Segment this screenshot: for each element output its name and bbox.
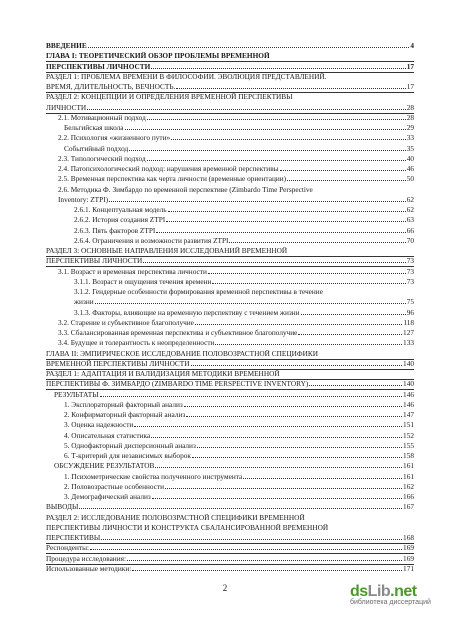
toc-entry-page: 147 [403, 410, 414, 419]
toc-leader-dots [215, 344, 402, 345]
toc-entry-title: Респонденты: [46, 544, 90, 553]
toc-entry-page: 158 [403, 451, 414, 460]
toc-entry[interactable] [46, 278, 414, 286]
toc-entry-page: 168 [403, 533, 414, 542]
toc-entry-page: 146 [403, 399, 414, 409]
toc-entry-page: 33 [406, 133, 414, 143]
toc-leader-dots [87, 109, 406, 110]
toc-entry-title: 2.3. Типологический подход [58, 154, 146, 163]
toc-entry[interactable] [46, 565, 414, 573]
toc-leader-dots [95, 303, 406, 304]
toc-entry-title: 3. Демографический анализ [64, 493, 151, 501]
toc-leader-dots [88, 47, 410, 48]
watermark-subtitle: библиотека диссертаций [350, 599, 431, 606]
toc-entry-title: 2. Конфирматорный факторный анализ [64, 411, 186, 419]
toc-leader-dots [186, 416, 402, 417]
toc-entry-title: 2.1. Мотивационный подход [58, 113, 146, 122]
toc-entry-title: 1. Эксплораторный факторный анализ [64, 400, 183, 409]
toc-entry-title: РАЗДЕЛ 3: ОСНОВНЫЕ НАПРАВЛЕНИЯ ИССЛЕДОВАНИЙ ВРЕМЕННОЙ [46, 247, 288, 255]
toc-leader-dots [132, 570, 402, 571]
toc-entry[interactable] [46, 73, 414, 81]
toc-leader-dots [229, 242, 405, 243]
toc-entry-title: ОБСУЖДЕНИЕ РЕЗУЛЬТАТОВ [54, 462, 155, 471]
toc-entry[interactable] [46, 165, 414, 173]
toc-entry[interactable] [46, 114, 414, 122]
toc-entry[interactable] [46, 555, 414, 563]
toc-leader-dots [151, 68, 405, 69]
toc-entry-page: 169 [403, 543, 414, 553]
toc-entry-page: 62 [406, 205, 414, 214]
toc-entry-title: 2.6.1. Концептуальная модель [74, 206, 167, 214]
toc-leader-dots [184, 406, 402, 407]
toc-entry-page: 62 [406, 194, 414, 204]
toc-entry[interactable] [46, 442, 414, 450]
toc-entry-title: Событийный подход [64, 144, 129, 153]
toc-entry-page: 73 [406, 276, 414, 286]
toc-entry-title: 2.2. Психология «жизненного пути» [58, 134, 171, 143]
toc-entry[interactable] [46, 493, 414, 501]
toc-leader-dots [109, 201, 406, 202]
toc-entry-page: 155 [403, 440, 414, 450]
toc-leader-dots [243, 478, 402, 479]
toc-entry-page: 118 [403, 317, 414, 327]
toc-entry-title: Inventory: ZTPI) [58, 195, 109, 204]
toc-entry[interactable] [46, 462, 414, 470]
toc-leader-dots [212, 283, 405, 284]
toc-entry-page: 140 [403, 379, 414, 389]
toc-entry[interactable] [46, 339, 414, 347]
toc-entry-title: 2.6.2. История создания ZTPI [74, 216, 166, 225]
toc-entry-title: ВРЕМЕННОЙ ПЕРСПЕКТИВЫ ЛИЧНОСТИ [46, 359, 190, 368]
toc-leader-dots [309, 385, 402, 386]
toc-entry[interactable] [46, 206, 414, 214]
toc-entry-title: ГЛАВА I: ТЕОРЕТИЧЕСКИЙ ОБЗОР ПРОБЛЕМЫ ВРЕМЕННОЙ [46, 52, 270, 61]
toc-entry[interactable] [46, 411, 414, 419]
toc-entry-page: 162 [403, 481, 414, 491]
toc-entry[interactable] [46, 319, 414, 327]
toc-leader-dots [280, 170, 406, 171]
toc-entry[interactable] [46, 534, 414, 542]
toc-entry[interactable] [46, 268, 414, 276]
toc-entry-title: ПЕРСПЕКТИВЫ Ф. ЗИМБАРДО (ZIMBARDO TIME PERSPECTIVE INVENTORY) [46, 380, 309, 389]
toc-entry[interactable] [46, 503, 414, 511]
toc-entry-page: 17 [406, 61, 414, 71]
toc-leader-dots [90, 549, 402, 550]
toc-entry[interactable] [46, 370, 414, 378]
toc-entry-page: 171 [403, 563, 414, 573]
toc-entry-title: 2. Половозрастные особенности [64, 482, 165, 491]
toc-leader-dots [298, 334, 402, 335]
toc-entry[interactable] [46, 452, 414, 460]
toc-entry-page: 35 [406, 143, 414, 153]
toc-entry[interactable] [46, 483, 414, 491]
toc-leader-dots [100, 396, 402, 397]
toc-entry-page: 140 [403, 358, 414, 368]
toc-entry-title: 3.1. Возраст и временная перспектива личности [58, 267, 207, 276]
toc-entry-page: 63 [406, 215, 414, 225]
toc-entry-title: Процедура исследования: [46, 554, 126, 563]
toc-entry[interactable] [46, 544, 414, 552]
watermark-logo: dsLib.net [350, 583, 417, 600]
toc-entry-page: 161 [403, 461, 414, 471]
toc-entry-title: 1. Психометрические свойства полученного инструмента [64, 472, 243, 481]
toc-entry[interactable] [46, 104, 414, 112]
toc-entry-page: 66 [406, 225, 414, 235]
toc-entry[interactable] [46, 52, 414, 60]
toc-entry-title: 6. Т-критерий для независимых выборок [64, 452, 191, 460]
toc-entry-page: 4 [410, 41, 414, 50]
toc-entry-page: 127 [403, 328, 414, 337]
toc-entry-title: РАЗДЕЛ 1: ПРОБЛЕМА ВРЕМЕНИ В ФИЛОСОФИИ. ЭВОЛЮЦИЯ ПРЕДСТАВЛЕНИЙ. [46, 72, 327, 81]
toc-entry-title: ЛИЧНОСТИ [46, 103, 87, 112]
toc-entry[interactable] [46, 196, 414, 204]
toc-entry[interactable] [46, 93, 414, 101]
toc-entry-page: 50 [406, 174, 414, 184]
toc-entry[interactable] [46, 401, 414, 409]
toc-entry-title: ПЕРСПЕКТИВЫ ЛИЧНОСТИ [46, 257, 143, 266]
toc-entry-title: ВРЕМЯ, ДЛИТЕЛЬНОСТЬ, ВЕЧНОСТЬ. [46, 83, 176, 91]
toc-entry-title: ПЕРСПЕКТИВЫ ЛИЧНОСТИ [46, 62, 151, 71]
toc-entry-title: Использованные методики: [46, 564, 132, 573]
toc-entry[interactable] [46, 350, 414, 358]
toc-entry-page: 133 [403, 338, 414, 348]
toc-entry[interactable] [46, 216, 414, 224]
toc-leader-dots [208, 273, 406, 274]
toc-leader-dots [129, 150, 405, 151]
toc-entry[interactable] [46, 237, 414, 245]
toc-entry[interactable] [46, 329, 414, 337]
toc-entry-page: 161 [403, 471, 414, 481]
toc-entry-title: 3.1.2. Гендерные особенности формирования временной перспективы в течение [74, 288, 323, 296]
toc-entry[interactable] [46, 432, 414, 440]
toc-entry-page: 146 [403, 389, 414, 399]
watermark[interactable] [350, 583, 446, 606]
toc-entry-title: РАЗДЕЛ 1: АДАПТАЦИЯ И ВАЛИДИЗАЦИЯ МЕТОДИКИ ВРЕМЕННОЙ [46, 370, 280, 378]
toc-entry[interactable] [46, 298, 414, 306]
toc-entry-page: 73 [406, 256, 414, 266]
toc-leader-dots [127, 560, 402, 561]
toc-entry[interactable] [46, 391, 414, 399]
toc-entry-title: 2.6. Методика Ф. Зимбардо по временной перспективе (Zimbardo Time Perspective [58, 185, 313, 194]
toc-entry-title: Бельгийская школа [64, 124, 124, 132]
toc-entry[interactable] [46, 247, 414, 255]
toc-entry-page: 29 [406, 123, 414, 132]
toc-entry-title: 2.6.3. Пять факторов ZTPI [74, 226, 156, 235]
toc-entry[interactable] [46, 227, 414, 235]
toc-entry-page: 75 [406, 297, 414, 307]
toc-entry-title: 5. Однофакторный дисперсионный анализ [64, 441, 196, 450]
toc-entry-title: 3.1.1. Возраст и ощущения течения времени [74, 277, 212, 286]
toc-leader-dots [171, 139, 406, 140]
toc-leader-dots [165, 488, 402, 489]
toc-leader-dots [151, 437, 402, 438]
toc-entry[interactable] [46, 83, 414, 91]
toc-entry-title: 2.6.4. Ограничения и возможности развития ZTPI [74, 236, 229, 245]
toc-entry-page: 166 [403, 492, 414, 501]
toc-leader-dots [168, 211, 406, 212]
toc-entry[interactable] [46, 288, 414, 296]
toc-leader-dots [125, 129, 406, 130]
toc-entry-page: 152 [403, 430, 414, 440]
toc-entry-title: 4. Описательная статистика [64, 431, 151, 440]
toc-entry-page: 40 [406, 153, 414, 163]
toc-leader-dots [147, 160, 406, 161]
toc-leader-dots [176, 88, 405, 89]
toc-leader-dots [134, 426, 402, 427]
toc-entry[interactable] [46, 360, 414, 368]
toc-entry-title: 2.4. Патопсихологический подход: нарушения временной перспективы [58, 165, 279, 173]
toc-entry-title: ПЕРСПЕКТИВЫ [46, 534, 101, 542]
toc-entry[interactable] [46, 155, 414, 163]
toc-entry[interactable] [46, 514, 414, 522]
toc-entry-title: 3.2. Старение и субъективное благополучие [58, 318, 194, 327]
toc-entry[interactable] [46, 473, 414, 481]
toc-leader-dots [156, 232, 405, 233]
toc-entry-page: 169 [403, 553, 414, 563]
toc-entry-page: 70 [406, 235, 414, 245]
toc-leader-dots [79, 508, 402, 509]
toc-entry-title: ПЕРСПЕКТИВЫ ЛИЧНОСТИ И КОНСТРУКТА СБАЛАНСИРОВАННОЙ ВРЕМЕННОЙ [46, 523, 329, 532]
toc-entry-page: 28 [406, 102, 414, 112]
toc-entry[interactable] [46, 380, 414, 388]
toc-entry[interactable] [46, 257, 414, 265]
toc-entry-page: 151 [403, 420, 414, 430]
toc-entry[interactable] [46, 186, 414, 194]
toc-entry[interactable] [46, 145, 414, 153]
toc-entry[interactable] [46, 134, 414, 142]
toc-entry[interactable] [46, 42, 414, 50]
toc-entry[interactable] [46, 63, 414, 71]
toc-entry-page: 96 [406, 307, 414, 317]
toc-leader-dots [101, 539, 402, 540]
toc-entry-title: 3. Оценка надежности [64, 421, 134, 430]
toc-entry-title: 3.3. Сбалансированная временная перспектива и субъективное благополучие [58, 329, 298, 337]
toc-leader-dots [191, 365, 403, 366]
toc-entry-page: 73 [406, 266, 414, 276]
toc-leader-dots [166, 221, 405, 222]
toc-entry-title: 3.1.3. Факторы, влияющие на временную перспективу с течением жизни [74, 308, 300, 317]
toc-entry-title: ВВЕДЕНИЕ [46, 42, 87, 50]
toc-leader-dots [152, 498, 402, 499]
toc-entry[interactable] [46, 124, 414, 132]
toc-entry-page: 46 [406, 164, 414, 173]
toc-leader-dots [147, 119, 406, 120]
toc-entry-title: РАЗДЕЛ 2: ИССЛЕДОВАНИЕ ПОЛОВОЗРАСТНОЙ СПЕЦИФИКИ ВРЕМЕННОЙ [46, 513, 305, 522]
toc-entry[interactable] [46, 421, 414, 429]
toc-leader-dots [301, 314, 406, 315]
toc-entry-title: жизни [74, 298, 94, 307]
toc-leader-dots [195, 324, 402, 325]
toc-entry-page: 28 [406, 112, 414, 122]
toc-entry-title: РАЗДЕЛ 2: КОНЦЕПЦИИ И ОПРЕДЕЛЕНИЯ ВРЕМЕННОЙ ПЕРСПЕКТИВЫ [46, 93, 293, 102]
toc-entry-page: 17 [406, 82, 414, 91]
toc-entry[interactable] [46, 309, 414, 317]
toc-entry-title: 2.5. Временная перспектива как черта личности (временные ориентации) [58, 175, 287, 184]
toc-leader-dots [192, 457, 402, 458]
toc-entry[interactable] [46, 524, 414, 532]
page-number: 2 [222, 583, 228, 593]
toc-entry-title: ГЛАВА II: ЭМПИРИЧЕСКОЕ ИССЛЕДОВАНИЕ ПОЛОВОЗРАСТНОЙ СПЕЦИФИКИ [46, 349, 319, 358]
toc-entry-title: ВЫВОДЫ [46, 503, 79, 512]
toc-entry-title: 3.4. Будущее и толерантность к неопределенности [58, 339, 215, 348]
toc-leader-dots [287, 180, 406, 181]
toc-entry-page: 167 [403, 502, 414, 512]
toc-leader-dots [143, 262, 405, 263]
toc-entry-title: РЕЗУЛЬТАТЫ [54, 390, 99, 399]
toc-leader-dots [197, 447, 402, 448]
toc-leader-dots [155, 467, 402, 468]
toc-entry[interactable] [46, 175, 414, 183]
